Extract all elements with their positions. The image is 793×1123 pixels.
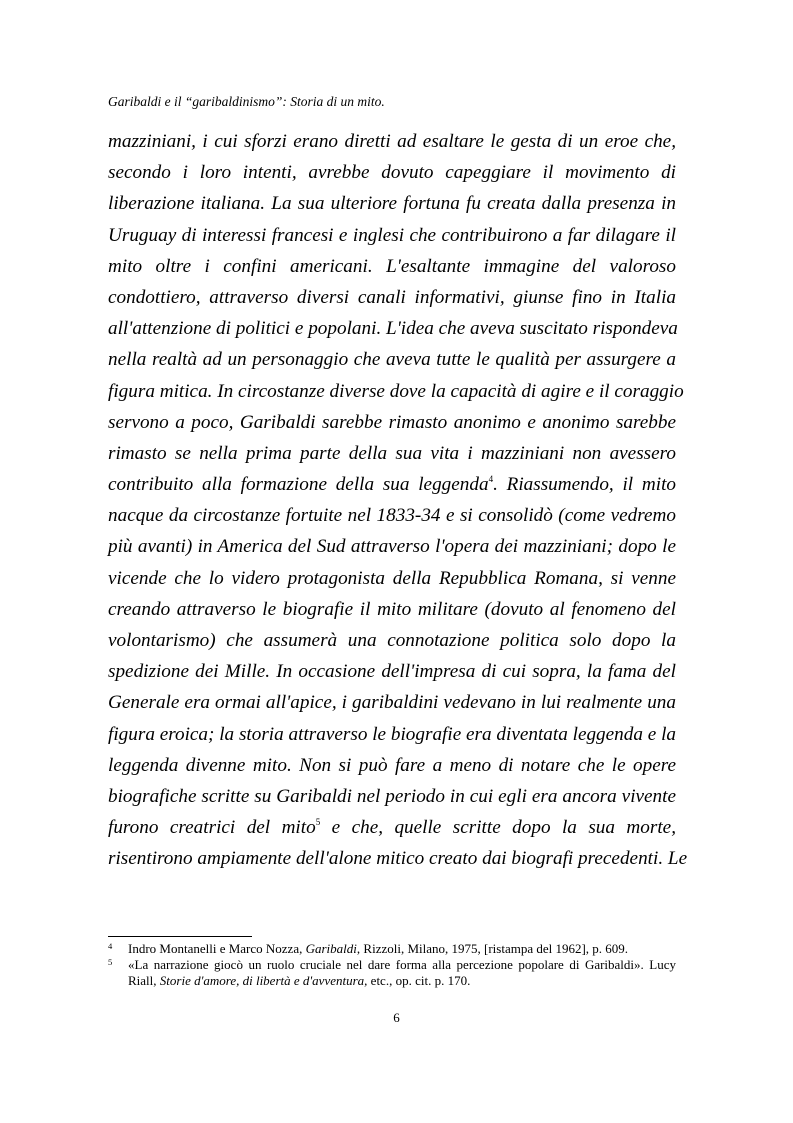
body-line: Uruguay di interessi francesi e inglesi che contribuirono a far dilagare il [108,224,676,246]
footnotes [108,941,676,989]
running-header: Garibaldi e il “garibaldinismo”: Storia di un mito. [108,94,385,109]
footnote: 5 «La narrazione giocò un ruolo cruciale nel dare forma alla percezione popolare di Garibaldi». Lucy Riall, Storie d'amore, di libertà e d'avventura, etc., op. cit. p. 170. [108,957,676,989]
body-line: furono creatrici del mito$^5$ e che, quelle scritte dopo la sua morte, [108,817,676,839]
body-line: rimasto se nella prima parte della sua vita i mazziniani non avessero [108,442,676,464]
body-line: mito oltre i confini americani. L'esaltante immagine del valoroso [108,255,676,277]
body-line: contribuito alla formazione della sua leggenda$^4$. Riassumendo, il mito [108,474,676,496]
body-line: leggenda divenne mito. Non si può fare a meno di notare che le opere [108,754,676,776]
body-line: nella realtà ad un personaggio che aveva tutte le qualità per assurgere a [108,349,676,371]
body-line: all'attenzione di politici e popolani. L'idea che aveva suscitato rispondeva [108,318,678,340]
body-paragraph [108,126,688,875]
body-line: volontarismo) che assumerà una connotazione politica solo dopo la [108,630,676,651]
body-line: nacque da circostanze fortuite nel 1833-34 e si consolidò (come vedremo [108,505,676,527]
body-line: condottiero, attraverso diversi canali informativi, giunse fino in Italia [108,286,676,308]
footnote: 4 Indro Montanelli e Marco Nozza, Garibaldi, Rizzoli, Milano, 1975, [ristampa del 1962], p. 609. [108,941,676,957]
footnote-number: 4 [108,941,113,951]
body-line: biografiche scritte su Garibaldi nel periodo in cui egli era ancora vivente [108,785,676,807]
body-line: creando attraverso le biografie il mito militare (dovuto al fenomeno del [108,598,676,620]
footnote-number: 5 [108,957,113,967]
footnote-reference[interactable]: 4 [488,474,494,485]
footnote-reference[interactable]: 5 [315,817,321,828]
body-line: figura mitica. In circostanze diverse dove la capacità di agire e il coraggio [108,380,684,402]
body-line: servono a poco, Garibaldi sarebbe rimasto anonimo e anonimo sarebbe [108,411,676,433]
body-line: secondo i loro intenti, avrebbe dovuto capeggiare il movimento di [108,162,676,184]
body-line: più avanti) in America del Sud attraverso l'opera dei mazziniani; dopo le [108,536,676,558]
footnote-separator [108,936,252,937]
body-line: Generale era ormai all'apice, i garibaldini vedevano in lui realmente una [108,692,676,714]
body-line: figura eroica; la storia attraverso le biografie era diventata leggenda e la [108,723,676,745]
body-line: mazziniani, i cui sforzi erano diretti ad esaltare le gesta di un eroe che, [108,131,676,152]
body-line: vicende che lo videro protagonista della Repubblica Romana, si venne [108,567,676,589]
body-line: spedizione dei Mille. In occasione dell'impresa di cui sopra, la fama del [108,661,676,683]
body-line: liberazione italiana. La sua ulteriore fortuna fu creata dalla presenza in [108,193,676,215]
page-number: 6 [393,1010,400,1025]
body-line: risentirono ampiamente dell'alone mitico creato dai biografi precedenti. Le [108,848,688,870]
